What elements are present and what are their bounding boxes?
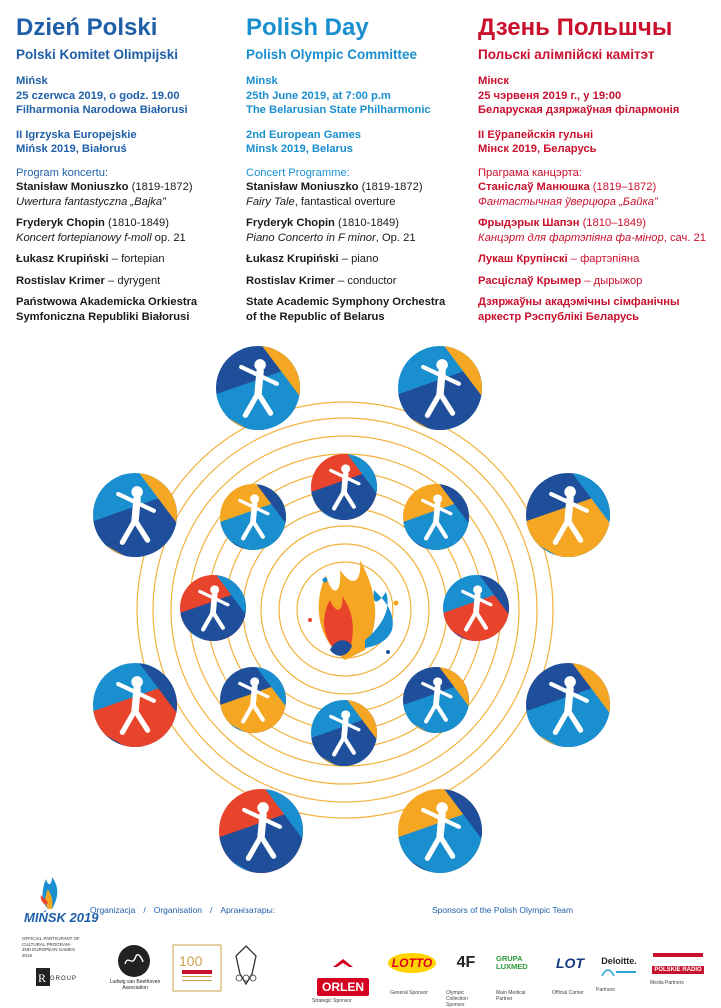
poc-centenary-logo [172, 944, 222, 997]
composer-years: (1819–1872) [589, 181, 657, 193]
column-title: Polish Day [246, 14, 369, 41]
minsk-logo-text: MIŃSK 2019 [24, 910, 99, 925]
rings-gymnastics-icon [93, 473, 177, 557]
beethoven-association-logo [116, 944, 152, 983]
flame-bird-icon [308, 560, 399, 660]
sponsor-lot [552, 948, 588, 996]
sponsor-orlen [312, 948, 374, 1004]
composer-name: Станіслаў Манюшка [478, 181, 590, 193]
programme-item [478, 180, 703, 209]
city: Мінск [478, 75, 510, 87]
composer-name: Stanisław Moniuszko [246, 181, 359, 193]
games-name: II Igrzyska Europejskie [16, 128, 137, 141]
pianist: Łukasz Krupiński – fortepian [16, 253, 165, 265]
column-title: Дзень Польшчы [478, 14, 673, 41]
sponsor-4f [446, 948, 486, 1008]
sponsor-caption: Media Partners [650, 980, 684, 986]
group-text: GROUP [50, 976, 78, 982]
olympic-committee-emblem [228, 944, 264, 995]
sponsor-caption: Strategic Sponsor [312, 998, 352, 1004]
conductor: Rostislav Krimer – dyrygent [16, 274, 161, 287]
conductor: Rostislav Krimer – conductor [246, 274, 397, 287]
svg-text:R: R [38, 971, 47, 985]
work-title: Fairy Tale, fantastical overture [246, 195, 396, 208]
programme-label: Праграма канцэрта: [478, 166, 582, 179]
orlen-wordmark: ORLEN [317, 978, 369, 996]
work-title: Канцэрт для фартэпіяна фа-мінор, сач. 21 [478, 231, 707, 244]
composer-name: Fryderyk Chopin [16, 217, 105, 229]
lotto-wordmark: LOTTO [388, 953, 436, 973]
tennis-icon [398, 789, 482, 873]
sponsor-luxmed [496, 948, 542, 1002]
beethoven-caption: Ludwig van Beethoven Association [109, 979, 161, 991]
sponsor-caption: Main Medical Partner [496, 990, 526, 1002]
lot-wordmark: LOT [556, 955, 584, 971]
venue: Беларуская дзяржаўная філармонія [478, 104, 680, 116]
canoe-icon [526, 473, 610, 557]
gymnastics-balance-icon [216, 346, 300, 430]
composer-name: Фрыдэрык Шапэн [478, 217, 580, 229]
programme-item [246, 180, 471, 209]
sponsor-lotto [390, 948, 434, 996]
rzeczpospolita-logo [653, 951, 703, 959]
column-english [246, 14, 471, 324]
date-time: 25th June 2019, at 7:00 p.m [246, 89, 391, 102]
columna-medica-logo [596, 966, 638, 980]
svg-text:100: 100 [179, 953, 203, 969]
venue-block [246, 74, 471, 118]
javelin-icon [180, 575, 246, 641]
orchestra: Дзяржаўны акадэмічны сімфанічны аркестр Рэспублікі Беларусь [478, 296, 680, 323]
date-time: 25 czerwca 2019, o godz. 19.00 [16, 89, 180, 102]
woe-logo [12, 960, 52, 995]
ribbon-gymnastics-icon [311, 454, 377, 520]
composer-name: Fryderyk Chopin [246, 217, 335, 229]
games-block [246, 128, 471, 157]
games-name: 2nd European Games [246, 128, 362, 141]
orchestra: State Academic Symphony Orchestra of the Republic of Belarus [246, 296, 446, 323]
composer-years: (1819-1872) [128, 181, 193, 193]
work-title: Koncert fortepianowy f-moll op. 21 [16, 231, 186, 244]
organisers-label: Organizacja / Organisation / Арганізатары: [90, 905, 276, 915]
work-title: Фантастычная ўверцюра „Байка” [478, 195, 658, 208]
games-place: Мінск 2019, Беларусь [478, 143, 597, 155]
sprint-start-icon [93, 663, 177, 747]
sponsors-label: Sponsors of the Polish Olympic Team [432, 905, 574, 915]
sponsor-caption: Official Carrier [552, 990, 584, 996]
fencing-icon [403, 484, 469, 550]
sponsor-polskie-radio [650, 948, 706, 996]
sponsor-caption: Olympic Collection Sponsor [446, 990, 468, 1008]
sports-orbit-artwork [0, 340, 721, 875]
games-name: II Еўрапейскія гульні [478, 128, 594, 141]
minsk-caption: OFFICIAL PARTICIPANT OF CULTURAL PROGRAM · 2ND EUROPEAN GAMES 2019 [22, 936, 80, 958]
composer-years: (1810-1849) [104, 217, 169, 229]
pianist: Łukasz Krupiński – piano [246, 253, 379, 265]
programme-item [16, 216, 241, 245]
column-subtitle: Polish Olympic Committee [246, 47, 418, 62]
discus-icon [443, 575, 509, 641]
sponsor-caption: Partners [596, 987, 615, 993]
games-place: Minsk 2019, Belarus [246, 143, 353, 155]
work-title: Uwertura fantastyczna „Bajka” [16, 195, 166, 208]
programme-label: Program koncertu: [16, 166, 109, 179]
orlen-eagle-icon [331, 957, 355, 969]
venue: The Belarusian State Philharmonic [246, 104, 431, 116]
venue-block [478, 74, 703, 118]
column-belarusian [478, 14, 707, 324]
composer-years: (1819-1872) [358, 181, 423, 193]
games-block [478, 128, 703, 157]
work-title: Piano Concerto in F minor, Op. 21 [246, 231, 416, 244]
hula-hoop-icon [526, 663, 610, 747]
pianist: Лукаш Крупінскі – фартэпіяна [478, 253, 640, 265]
programme-label: Concert Programme: [246, 166, 350, 179]
column-polish [16, 14, 241, 324]
programme-item [246, 216, 471, 245]
skating-icon [220, 484, 286, 550]
programme-item [478, 216, 707, 245]
composer-years: (1810–1849) [579, 217, 647, 229]
deloitte-wordmark: Deloitte. [601, 956, 637, 966]
torch-bearer-icon [311, 700, 377, 766]
luxmed-wordmark: GRUPA LUXMED [496, 954, 528, 971]
programme-item [16, 180, 241, 209]
games-place: Mińsk 2019, Białoruś [16, 143, 127, 155]
city: Minsk [246, 75, 278, 87]
games-block [16, 128, 241, 157]
venue-block [16, 74, 241, 118]
rhythmic-gymnastics-icon [398, 346, 482, 430]
4f-wordmark: 4F [456, 954, 476, 971]
sponsor-deloitte [596, 948, 642, 996]
column-title: Dzień Polski [16, 14, 158, 41]
orchestra: Państwowa Akademicka Orkiestra Symfoniczna Republiki Białorusi [16, 296, 198, 323]
column-subtitle: Польскі алімпійскі камітэт [478, 47, 655, 62]
city: Mińsk [16, 75, 48, 87]
venue: Filharmonia Narodowa Białorusi [16, 104, 188, 116]
basketball-dribble-icon [219, 789, 303, 873]
sponsor-caption: General Sponsor [390, 990, 428, 996]
polskie-radio-wordmark: POLSKIE RADIO [654, 967, 702, 973]
conductor: Расціслаў Крымер – дырыжор [478, 274, 643, 287]
composer-years: (1810-1849) [334, 217, 399, 229]
composer-name: Stanisław Moniuszko [16, 181, 129, 193]
long-jump-icon [403, 667, 469, 733]
date-time: 25 чэрвеня 2019 г., у 19:00 [478, 89, 622, 102]
column-subtitle: Polski Komitet Olimpijski [16, 47, 179, 62]
shot-put-icon [220, 667, 286, 733]
